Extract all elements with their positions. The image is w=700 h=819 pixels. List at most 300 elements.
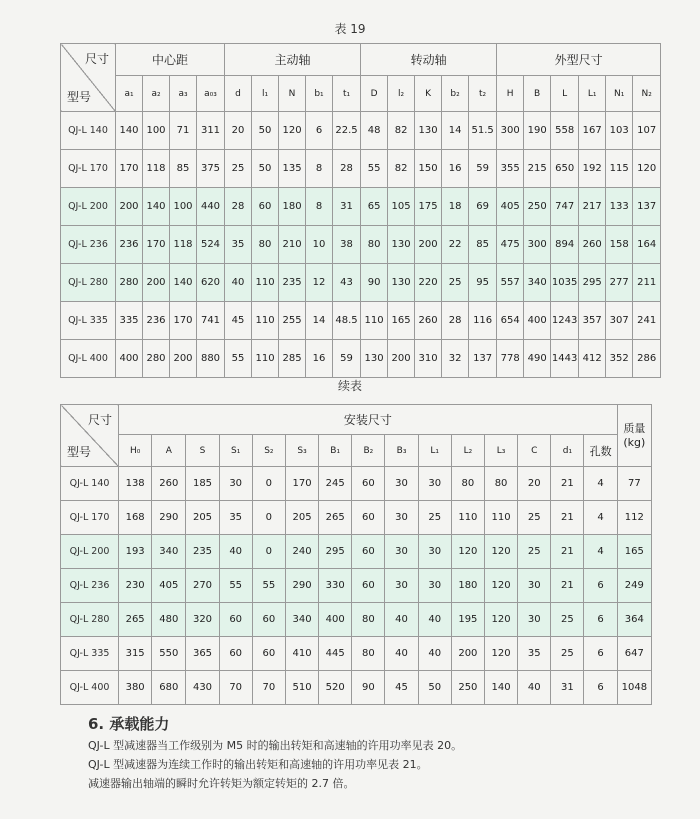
value-cell: 65 xyxy=(361,188,388,226)
value-cell: 38 xyxy=(333,226,361,264)
value-cell: 192 xyxy=(579,150,606,188)
value-cell: 55 xyxy=(225,340,252,378)
column-header: a₃ xyxy=(170,76,197,112)
value-cell: 120 xyxy=(484,535,517,569)
value-cell: 410 xyxy=(285,637,318,671)
value-cell: 400 xyxy=(319,603,352,637)
value-cell: 295 xyxy=(319,535,352,569)
value-cell: 412 xyxy=(579,340,606,378)
table-row xyxy=(61,467,652,501)
table-row xyxy=(61,671,652,705)
value-cell: 220 xyxy=(415,264,442,302)
value-cell: 480 xyxy=(152,603,186,637)
value-cell: 40 xyxy=(518,671,551,705)
column-header: S₃ xyxy=(285,435,318,467)
value-cell: 120 xyxy=(484,603,517,637)
value-cell: 80 xyxy=(352,637,385,671)
corner-header-cell xyxy=(61,405,119,467)
value-cell: 35 xyxy=(225,226,252,264)
value-cell: 170 xyxy=(285,467,318,501)
value-cell: 340 xyxy=(524,264,551,302)
model-cell: QJ-L 400 xyxy=(61,340,116,378)
table-row xyxy=(61,226,661,264)
corner-header-cell xyxy=(61,44,116,112)
value-cell: 0 xyxy=(252,535,285,569)
table-row xyxy=(61,535,652,569)
value-cell: 165 xyxy=(617,535,651,569)
value-cell: 400 xyxy=(116,340,143,378)
value-cell: 21 xyxy=(551,501,584,535)
table-row xyxy=(61,112,661,150)
model-cell: QJ-L 335 xyxy=(61,302,116,340)
value-cell: 880 xyxy=(197,340,225,378)
column-header: l₁ xyxy=(252,76,279,112)
value-cell: 55 xyxy=(361,150,388,188)
value-cell: 180 xyxy=(451,569,484,603)
value-cell: 236 xyxy=(116,226,143,264)
table-row xyxy=(61,340,661,378)
value-cell: 130 xyxy=(388,226,415,264)
value-cell: 200 xyxy=(415,226,442,264)
value-cell: 335 xyxy=(116,302,143,340)
model-cell: QJ-L 200 xyxy=(61,535,119,569)
continued-table-caption: 续表 xyxy=(337,379,362,393)
value-cell: 190 xyxy=(524,112,551,150)
value-cell: 70 xyxy=(219,671,252,705)
value-cell: 235 xyxy=(279,264,306,302)
value-cell: 405 xyxy=(152,569,186,603)
value-cell: 430 xyxy=(186,671,219,705)
value-cell: 130 xyxy=(361,340,388,378)
column-header: B₁ xyxy=(319,435,352,467)
value-cell: 215 xyxy=(524,150,551,188)
value-cell: 80 xyxy=(484,467,517,501)
value-cell: 255 xyxy=(279,302,306,340)
value-cell: 55 xyxy=(219,569,252,603)
mass-header: 质量 (kg) xyxy=(617,405,651,467)
value-cell: 80 xyxy=(361,226,388,264)
group-header: 中心距 xyxy=(116,44,225,76)
model-cell: QJ-L 335 xyxy=(61,637,119,671)
value-cell: 25 xyxy=(518,501,551,535)
value-cell: 40 xyxy=(418,637,451,671)
value-cell: 0 xyxy=(252,467,285,501)
value-cell: 22.5 xyxy=(333,112,361,150)
value-cell: 445 xyxy=(319,637,352,671)
table-row xyxy=(61,302,661,340)
value-cell: 110 xyxy=(451,501,484,535)
value-cell: 60 xyxy=(219,603,252,637)
value-cell: 21 xyxy=(551,569,584,603)
value-cell: 110 xyxy=(484,501,517,535)
table-row xyxy=(61,501,652,535)
value-cell: 295 xyxy=(579,264,606,302)
value-cell: 48.5 xyxy=(333,302,361,340)
value-cell: 1443 xyxy=(551,340,579,378)
value-cell: 30 xyxy=(385,535,418,569)
value-cell: 475 xyxy=(497,226,524,264)
value-cell: 265 xyxy=(319,501,352,535)
value-cell: 118 xyxy=(170,226,197,264)
corner-header-model: 型号 xyxy=(67,445,92,459)
value-cell: 185 xyxy=(186,467,219,501)
value-cell: 0 xyxy=(252,501,285,535)
value-cell: 894 xyxy=(551,226,579,264)
value-cell: 211 xyxy=(633,264,661,302)
column-header: L₂ xyxy=(451,435,484,467)
section-paragraph: QJ-L 型减速器为连续工作时的输出转矩和高速轴的许用功率见表 21。 xyxy=(88,758,428,771)
value-cell: 85 xyxy=(170,150,197,188)
column-header: S₂ xyxy=(252,435,285,467)
model-cell: QJ-L 140 xyxy=(61,467,119,501)
value-cell: 524 xyxy=(197,226,225,264)
model-cell: QJ-L 280 xyxy=(61,264,116,302)
value-cell: 205 xyxy=(186,501,219,535)
value-cell: 120 xyxy=(633,150,661,188)
value-cell: 260 xyxy=(152,467,186,501)
value-cell: 60 xyxy=(252,188,279,226)
value-cell: 116 xyxy=(469,302,497,340)
value-cell: 6 xyxy=(584,671,617,705)
value-cell: 30 xyxy=(418,569,451,603)
holes-header: 孔数 xyxy=(584,435,617,467)
value-cell: 260 xyxy=(579,226,606,264)
column-header: B₃ xyxy=(385,435,418,467)
column-header: L₁ xyxy=(579,76,606,112)
value-cell: 1243 xyxy=(551,302,579,340)
value-cell: 355 xyxy=(497,150,524,188)
column-header: a₀₃ xyxy=(197,76,225,112)
table-row xyxy=(61,150,661,188)
value-cell: 50 xyxy=(252,112,279,150)
column-header: N xyxy=(279,76,306,112)
value-cell: 118 xyxy=(143,150,170,188)
value-cell: 140 xyxy=(170,264,197,302)
column-header: C xyxy=(518,435,551,467)
model-cell: QJ-L 170 xyxy=(61,501,119,535)
value-cell: 307 xyxy=(606,302,633,340)
value-cell: 110 xyxy=(252,340,279,378)
value-cell: 217 xyxy=(579,188,606,226)
value-cell: 40 xyxy=(225,264,252,302)
value-cell: 357 xyxy=(579,302,606,340)
value-cell: 110 xyxy=(252,264,279,302)
model-cell: QJ-L 200 xyxy=(61,188,116,226)
value-cell: 550 xyxy=(152,637,186,671)
model-cell: QJ-L 280 xyxy=(61,603,119,637)
value-cell: 400 xyxy=(524,302,551,340)
value-cell: 285 xyxy=(279,340,306,378)
group-header: 外型尺寸 xyxy=(497,44,661,76)
value-cell: 30 xyxy=(385,569,418,603)
model-cell: QJ-L 236 xyxy=(61,226,116,264)
value-cell: 133 xyxy=(606,188,633,226)
value-cell: 195 xyxy=(451,603,484,637)
section-paragraph: 减速器输出轴端的瞬时允许转矩为额定转矩的 2.7 倍。 xyxy=(88,777,355,790)
value-cell: 193 xyxy=(119,535,152,569)
value-cell: 158 xyxy=(606,226,633,264)
value-cell: 21 xyxy=(551,535,584,569)
value-cell: 50 xyxy=(418,671,451,705)
table-row xyxy=(61,264,661,302)
value-cell: 150 xyxy=(415,150,442,188)
value-cell: 320 xyxy=(186,603,219,637)
value-cell: 100 xyxy=(170,188,197,226)
value-cell: 250 xyxy=(451,671,484,705)
column-header: a₁ xyxy=(116,76,143,112)
value-cell: 120 xyxy=(484,637,517,671)
value-cell: 120 xyxy=(451,535,484,569)
value-cell: 200 xyxy=(116,188,143,226)
value-cell: 6 xyxy=(584,603,617,637)
value-cell: 60 xyxy=(252,603,285,637)
value-cell: 140 xyxy=(116,112,143,150)
value-cell: 260 xyxy=(415,302,442,340)
value-cell: 520 xyxy=(319,671,352,705)
value-cell: 70 xyxy=(252,671,285,705)
value-cell: 71 xyxy=(170,112,197,150)
value-cell: 310 xyxy=(415,340,442,378)
value-cell: 200 xyxy=(170,340,197,378)
value-cell: 82 xyxy=(388,112,415,150)
value-cell: 30 xyxy=(219,467,252,501)
value-cell: 30 xyxy=(418,467,451,501)
value-cell: 290 xyxy=(285,569,318,603)
column-header: H xyxy=(497,76,524,112)
value-cell: 8 xyxy=(306,150,333,188)
value-cell: 25 xyxy=(225,150,252,188)
value-cell: 557 xyxy=(497,264,524,302)
value-cell: 77 xyxy=(617,467,651,501)
value-cell: 110 xyxy=(361,302,388,340)
column-header: S xyxy=(186,435,219,467)
value-cell: 6 xyxy=(584,637,617,671)
value-cell: 59 xyxy=(469,150,497,188)
value-cell: 236 xyxy=(143,302,170,340)
value-cell: 135 xyxy=(279,150,306,188)
value-cell: 1035 xyxy=(551,264,579,302)
value-cell: 105 xyxy=(388,188,415,226)
value-cell: 165 xyxy=(388,302,415,340)
group-header: 安装尺寸 xyxy=(119,405,618,435)
value-cell: 25 xyxy=(518,535,551,569)
section-paragraph: QJ-L 型减速器当工作级别为 M5 时的输出转矩和高速轴的许用功率见表 20。 xyxy=(88,739,463,752)
value-cell: 654 xyxy=(497,302,524,340)
value-cell: 650 xyxy=(551,150,579,188)
value-cell: 48 xyxy=(361,112,388,150)
column-header: D xyxy=(361,76,388,112)
value-cell: 40 xyxy=(219,535,252,569)
value-cell: 300 xyxy=(497,112,524,150)
value-cell: 245 xyxy=(319,467,352,501)
value-cell: 200 xyxy=(388,340,415,378)
value-cell: 340 xyxy=(152,535,186,569)
group-header: 主动轴 xyxy=(225,44,361,76)
value-cell: 440 xyxy=(197,188,225,226)
value-cell: 311 xyxy=(197,112,225,150)
column-header: L xyxy=(551,76,579,112)
column-header: H₀ xyxy=(119,435,152,467)
value-cell: 30 xyxy=(518,569,551,603)
value-cell: 647 xyxy=(617,637,651,671)
value-cell: 100 xyxy=(143,112,170,150)
value-cell: 60 xyxy=(352,535,385,569)
value-cell: 680 xyxy=(152,671,186,705)
column-header: t₂ xyxy=(469,76,497,112)
value-cell: 380 xyxy=(119,671,152,705)
value-cell: 82 xyxy=(388,150,415,188)
column-header: N₁ xyxy=(606,76,633,112)
value-cell: 31 xyxy=(333,188,361,226)
value-cell: 16 xyxy=(306,340,333,378)
value-cell: 12 xyxy=(306,264,333,302)
value-cell: 130 xyxy=(415,112,442,150)
value-cell: 4 xyxy=(584,467,617,501)
value-cell: 14 xyxy=(306,302,333,340)
table-row xyxy=(61,569,652,603)
value-cell: 352 xyxy=(606,340,633,378)
value-cell: 35 xyxy=(518,637,551,671)
value-cell: 4 xyxy=(584,535,617,569)
value-cell: 40 xyxy=(385,603,418,637)
value-cell: 103 xyxy=(606,112,633,150)
value-cell: 60 xyxy=(219,637,252,671)
value-cell: 286 xyxy=(633,340,661,378)
value-cell: 240 xyxy=(285,535,318,569)
column-header: L₃ xyxy=(484,435,517,467)
table-row xyxy=(61,637,652,671)
value-cell: 180 xyxy=(279,188,306,226)
value-cell: 25 xyxy=(551,603,584,637)
value-cell: 55 xyxy=(252,569,285,603)
value-cell: 175 xyxy=(415,188,442,226)
value-cell: 265 xyxy=(119,603,152,637)
value-cell: 330 xyxy=(319,569,352,603)
value-cell: 25 xyxy=(418,501,451,535)
value-cell: 140 xyxy=(143,188,170,226)
value-cell: 315 xyxy=(119,637,152,671)
value-cell: 130 xyxy=(388,264,415,302)
value-cell: 280 xyxy=(143,340,170,378)
value-cell: 45 xyxy=(385,671,418,705)
value-cell: 16 xyxy=(442,150,469,188)
value-cell: 138 xyxy=(119,467,152,501)
value-cell: 120 xyxy=(484,569,517,603)
value-cell: 6 xyxy=(584,569,617,603)
value-cell: 35 xyxy=(219,501,252,535)
value-cell: 280 xyxy=(116,264,143,302)
value-cell: 80 xyxy=(252,226,279,264)
value-cell: 30 xyxy=(518,603,551,637)
table-row xyxy=(61,188,661,226)
column-header: K xyxy=(415,76,442,112)
value-cell: 85 xyxy=(469,226,497,264)
value-cell: 170 xyxy=(170,302,197,340)
column-header: d₁ xyxy=(551,435,584,467)
value-cell: 170 xyxy=(143,226,170,264)
value-cell: 137 xyxy=(469,340,497,378)
value-cell: 90 xyxy=(352,671,385,705)
value-cell: 18 xyxy=(442,188,469,226)
value-cell: 210 xyxy=(279,226,306,264)
value-cell: 60 xyxy=(352,467,385,501)
value-cell: 558 xyxy=(551,112,579,150)
value-cell: 50 xyxy=(252,150,279,188)
value-cell: 43 xyxy=(333,264,361,302)
value-cell: 107 xyxy=(633,112,661,150)
value-cell: 10 xyxy=(306,226,333,264)
model-cell: QJ-L 170 xyxy=(61,150,116,188)
column-header: S₁ xyxy=(219,435,252,467)
value-cell: 59 xyxy=(333,340,361,378)
value-cell: 230 xyxy=(119,569,152,603)
value-cell: 60 xyxy=(352,569,385,603)
value-cell: 32 xyxy=(442,340,469,378)
value-cell: 241 xyxy=(633,302,661,340)
value-cell: 168 xyxy=(119,501,152,535)
value-cell: 170 xyxy=(116,150,143,188)
value-cell: 28 xyxy=(333,150,361,188)
value-cell: 250 xyxy=(524,188,551,226)
value-cell: 741 xyxy=(197,302,225,340)
value-cell: 365 xyxy=(186,637,219,671)
value-cell: 31 xyxy=(551,671,584,705)
value-cell: 270 xyxy=(186,569,219,603)
value-cell: 20 xyxy=(518,467,551,501)
value-cell: 60 xyxy=(352,501,385,535)
value-cell: 95 xyxy=(469,264,497,302)
model-cell: QJ-L 140 xyxy=(61,112,116,150)
section-heading: 6. 承载能力 xyxy=(88,715,170,733)
value-cell: 510 xyxy=(285,671,318,705)
group-header: 转动轴 xyxy=(361,44,497,76)
value-cell: 778 xyxy=(497,340,524,378)
column-header: b₂ xyxy=(442,76,469,112)
value-cell: 167 xyxy=(579,112,606,150)
value-cell: 25 xyxy=(551,637,584,671)
corner-header-dimension: 尺寸 xyxy=(88,413,113,427)
value-cell: 747 xyxy=(551,188,579,226)
column-header: B₂ xyxy=(352,435,385,467)
value-cell: 249 xyxy=(617,569,651,603)
value-cell: 200 xyxy=(451,637,484,671)
table-19-caption: 表 19 xyxy=(334,22,366,36)
column-header: b₁ xyxy=(306,76,333,112)
table-row xyxy=(61,603,652,637)
value-cell: 290 xyxy=(152,501,186,535)
value-cell: 51.5 xyxy=(469,112,497,150)
column-header: B xyxy=(524,76,551,112)
value-cell: 30 xyxy=(418,535,451,569)
value-cell: 405 xyxy=(497,188,524,226)
value-cell: 80 xyxy=(352,603,385,637)
value-cell: 69 xyxy=(469,188,497,226)
value-cell: 1048 xyxy=(617,671,651,705)
value-cell: 40 xyxy=(385,637,418,671)
value-cell: 110 xyxy=(252,302,279,340)
value-cell: 205 xyxy=(285,501,318,535)
value-cell: 490 xyxy=(524,340,551,378)
value-cell: 140 xyxy=(484,671,517,705)
value-cell: 115 xyxy=(606,150,633,188)
value-cell: 277 xyxy=(606,264,633,302)
table-19 xyxy=(60,43,661,378)
corner-header-dimension: 尺寸 xyxy=(84,52,109,66)
value-cell: 90 xyxy=(361,264,388,302)
value-cell: 28 xyxy=(225,188,252,226)
value-cell: 60 xyxy=(252,637,285,671)
value-cell: 8 xyxy=(306,188,333,226)
